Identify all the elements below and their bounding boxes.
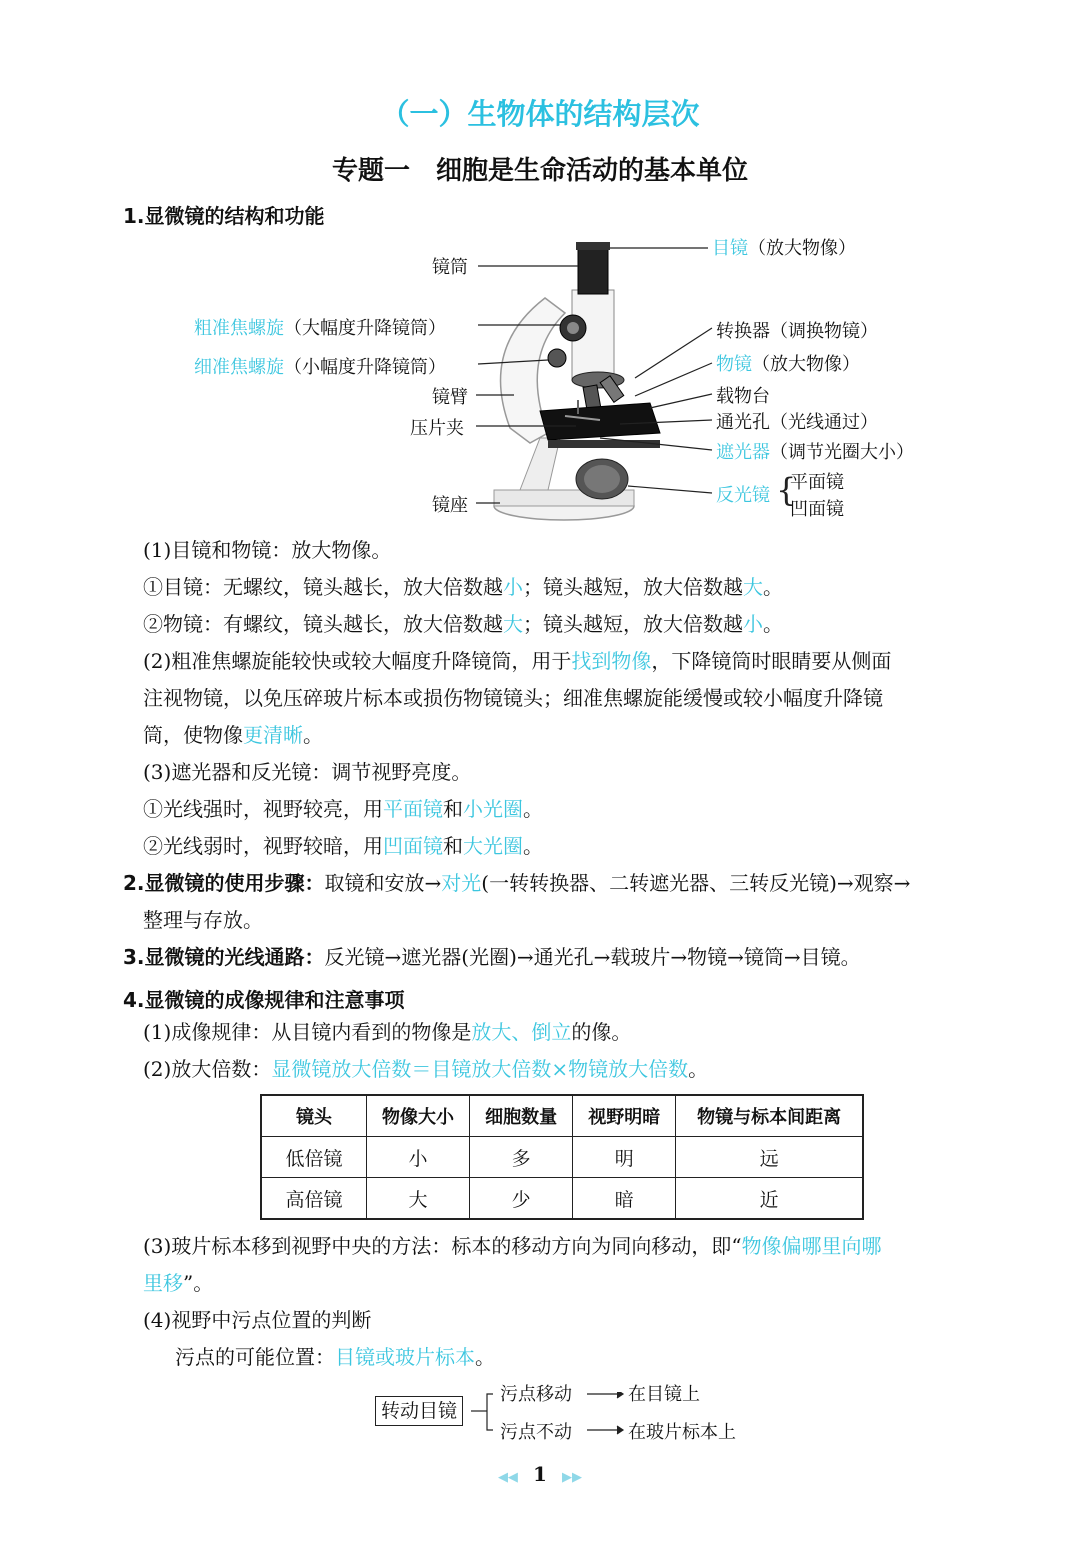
table-header: 镜头 xyxy=(261,1095,367,1137)
page-number: 1 xyxy=(533,1462,547,1486)
table-cell: 少 xyxy=(470,1178,573,1220)
paragraph: 整理与存放。 xyxy=(143,908,263,932)
table-cell: 近 xyxy=(676,1178,863,1220)
table-row xyxy=(261,1137,863,1178)
table-cell: 大 xyxy=(367,1178,470,1220)
paragraph: ①目镜：无螺纹，镜头越长，放大倍数越小；镜头越短，放大倍数越大。 xyxy=(143,575,783,599)
label-converter: 转换器（调换物镜） xyxy=(716,321,878,342)
table-header: 视野明暗 xyxy=(573,1095,676,1137)
label-tube: 镜筒 xyxy=(432,257,468,278)
table-cell: 低倍镜 xyxy=(261,1137,367,1178)
flow-result-2: 在玻片标本上 xyxy=(628,1422,736,1443)
paragraph: 污点的可能位置：目镜或玻片标本。 xyxy=(175,1345,495,1369)
paragraph: (3)遮光器和反光镜：调节视野亮度。 xyxy=(143,760,472,784)
next-arrow-icon: ▶▶ xyxy=(562,1470,583,1485)
label-mirror-concave: 凹面镜 xyxy=(790,499,844,520)
table-cell: 远 xyxy=(676,1137,863,1178)
paragraph: ②物镜：有螺纹，镜头越长，放大倍数越大；镜头越短，放大倍数越小。 xyxy=(143,612,783,636)
label-fine-focus: 细准焦螺旋（小幅度升降镜筒） xyxy=(194,357,446,378)
heading-1: 1.显微镜的结构和功能 xyxy=(123,204,325,228)
table-header: 细胞数量 xyxy=(470,1095,573,1137)
paragraph: (2)放大倍数：显微镜放大倍数＝目镜放大倍数×物镜放大倍数。 xyxy=(143,1057,709,1081)
section-title: （一）生物体的结构层次 xyxy=(380,97,700,131)
microscope-diagram xyxy=(180,228,950,528)
table-header-row xyxy=(261,1095,863,1137)
table-cell: 暗 xyxy=(573,1178,676,1220)
heading-2-line: 2.显微镜的使用步骤：取镜和安放→对光(一转转换器、二转遮光器、三转反光镜)→观察→ xyxy=(123,871,911,895)
lens-comparison-table xyxy=(260,1094,864,1220)
flow-branch-2: 污点不动 xyxy=(500,1422,572,1443)
table-cell: 高倍镜 xyxy=(261,1178,367,1220)
flow-branch-1: 污点移动 xyxy=(500,1384,572,1405)
label-diaphragm: 遮光器（调节光圈大小） xyxy=(716,442,914,463)
brace-icon: { xyxy=(776,471,797,509)
label-coarse-focus: 粗准焦螺旋（大幅度升降镜筒） xyxy=(194,318,446,339)
paragraph: 筒，使物像更清晰。 xyxy=(143,723,323,747)
label-objective: 物镜（放大物像） xyxy=(716,354,860,375)
label-eyepiece: 目镜（放大物像） xyxy=(712,238,856,259)
paragraph: (1)目镜和物镜：放大物像。 xyxy=(143,538,392,562)
table-header: 物像大小 xyxy=(367,1095,470,1137)
stain-flow-diagram xyxy=(375,1384,775,1452)
label-stage: 载物台 xyxy=(716,386,770,407)
paragraph: (1)成像规律：从目镜内看到的物像是放大、倒立的像。 xyxy=(143,1020,632,1044)
page-title: 专题一 细胞是生命活动的基本单位 xyxy=(331,156,748,186)
paragraph: 注视物镜，以免压碎玻片标本或损伤物镜镜头；细准焦螺旋能缓慢或较小幅度升降镜 xyxy=(143,686,883,710)
table-cell: 多 xyxy=(470,1137,573,1178)
table-header: 物镜与标本间距离 xyxy=(676,1095,863,1137)
label-light-hole: 通光孔（光线通过） xyxy=(716,412,878,433)
label-base: 镜座 xyxy=(432,495,468,516)
label-arm: 镜臂 xyxy=(432,387,468,408)
paragraph: 里移”。 xyxy=(143,1271,214,1295)
table-cell: 小 xyxy=(367,1137,470,1178)
heading-4: 4.显微镜的成像规律和注意事项 xyxy=(123,988,405,1012)
heading-3-line: 3.显微镜的光线通路：反光镜→遮光器(光圈)→通光孔→载玻片→物镜→镜筒→目镜。 xyxy=(123,945,861,969)
flow-result-1: 在目镜上 xyxy=(628,1384,700,1405)
prev-arrow-icon: ◀◀ xyxy=(497,1470,518,1485)
page-footer xyxy=(0,1462,1080,1486)
label-clip: 压片夹 xyxy=(410,418,464,439)
paragraph: (3)玻片标本移到视野中央的方法：标本的移动方向为同向移动，即“物像偏哪里向哪 xyxy=(143,1234,882,1258)
paragraph: ②光线弱时，视野较暗，用凹面镜和大光圈。 xyxy=(143,834,543,858)
table-row xyxy=(261,1178,863,1220)
paragraph: (4)视野中污点位置的判断 xyxy=(143,1308,372,1332)
paragraph: ①光线强时，视野较亮，用平面镜和小光圈。 xyxy=(143,797,543,821)
label-mirror-flat: 平面镜 xyxy=(790,472,844,493)
paragraph: (2)粗准焦螺旋能较快或较大幅度升降镜筒，用于找到物像，下降镜筒时眼睛要从侧面 xyxy=(143,649,892,673)
label-mirror: 反光镜 xyxy=(716,485,770,506)
flow-box: 转动目镜 xyxy=(375,1396,463,1426)
table-cell: 明 xyxy=(573,1137,676,1178)
